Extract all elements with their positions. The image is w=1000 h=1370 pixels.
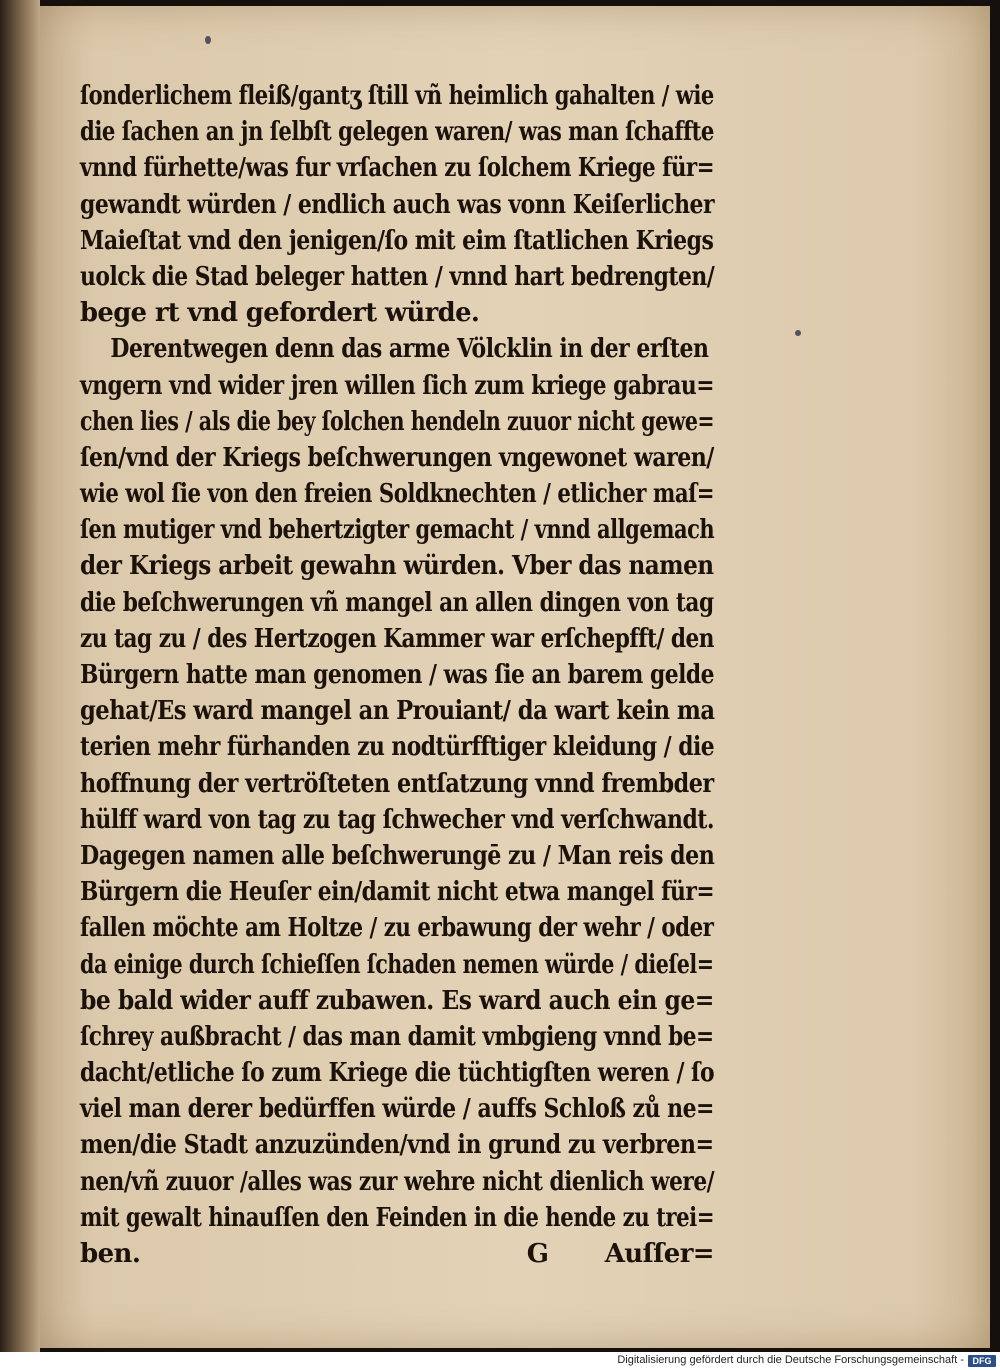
text-line: chen lies / als die bey ſolchen hendeln zuuor nicht gewe= bbox=[80, 406, 715, 437]
text-line: Bürgern die Heuſer ein/damit nicht etwa mangel für= bbox=[80, 877, 715, 908]
text-line: vnnd fürhette/was fur vrſachen zu ſolchem Kriege für= bbox=[80, 153, 715, 184]
text-line: ſen mutiger vnd behertzigter gemacht / vnnd allgemach bbox=[80, 515, 715, 546]
text-line: zu tag zu / des Hertzogen Kammer war erſchepfft/ den bbox=[80, 623, 715, 654]
text-line: die ſachen an jn ſelbſt gelegen waren/ was man ſchaffte bbox=[80, 117, 714, 148]
text-line: Derentwegen denn das arme Völcklin in der erſten bbox=[110, 334, 709, 365]
page-text bbox=[80, 78, 720, 1272]
ink-spot bbox=[795, 330, 801, 336]
text-line: die beſchwerungen vñ mangel an allen dingen von tag bbox=[80, 587, 714, 618]
ink-spot bbox=[205, 36, 211, 44]
text-line: ſen/vnd der Kriegs beſchwerungen vngewonet waren/ bbox=[80, 442, 714, 473]
text-line: viel man derer bedürffen würde / auffs Schloß zů ne= bbox=[80, 1094, 714, 1125]
text-line: terien mehr fürhanden zu nodtürfftiger kleidung / die bbox=[80, 732, 715, 763]
catchword: Auſſer= bbox=[604, 1239, 714, 1269]
text-line: Maieſtat vnd den jenigen/ſo mit eim ſtatlichen Kriegs bbox=[80, 225, 714, 256]
text-line: ſonderlichem fleiß/gantʒ ſtill vñ heimlich gahalten / wie bbox=[80, 81, 714, 111]
text-line: dacht/etliche ſo zum Kriege die tüchtigſten weren / ſo bbox=[80, 1058, 715, 1089]
last-line bbox=[80, 1236, 714, 1272]
text-line: ſchrey außbracht / das man damit vmbgieng vnnd be= bbox=[80, 1021, 714, 1052]
text-line: wie wol ſie von den freien Soldknechten / etlicher maſ= bbox=[80, 479, 715, 510]
footer-credit: Digitalisierung gefördert durch die Deutsche Forschungsgemeinschaft - bbox=[617, 1354, 964, 1366]
text-line: gehat/Es ward mangel an Prouiant/ da wart kein ma bbox=[80, 696, 715, 727]
signature-mark: G bbox=[526, 1239, 549, 1269]
last-line-text: ben. bbox=[80, 1239, 141, 1269]
footer-bar bbox=[0, 1352, 1000, 1370]
text-line: gewandt würden / endlich auch was vonn Keiſerlicher bbox=[80, 189, 715, 220]
text-line: be bald wider auff zubawen. Es ward auch ein ge= bbox=[80, 985, 714, 1016]
text-line: der Kriegs arbeit gewahn würden. Vber das namen bbox=[80, 551, 714, 582]
text-line: fallen möchte am Holtze / zu erbawung der wehr / oder bbox=[80, 913, 714, 944]
text-line: Dagegen namen alle beſchwerungē zu / Man reis den bbox=[80, 840, 715, 871]
text-line: vngern vnd wider jren willen ſich zum kriege gabrau= bbox=[80, 370, 715, 401]
text-line: bege rt vnd gefordert würde. bbox=[80, 298, 480, 329]
text-line: Bürgern hatte man genomen / was ſie an barem gelde bbox=[80, 660, 715, 690]
book-binding-edge bbox=[0, 0, 40, 1370]
text-line: men/die Stadt anzuzünden/vnd in grund zu verbren= bbox=[80, 1130, 714, 1161]
dfg-logo: DFG bbox=[968, 1355, 996, 1367]
text-line: hoffnung der vertröſteten entſatzung vnnd frembder bbox=[80, 768, 714, 799]
text-line: hülff ward von tag zu tag ſchwecher vnd verſchwandt. bbox=[80, 804, 715, 835]
text-line: nen/vñ zuuor /alles was zur wehre nicht dienlich were/ bbox=[80, 1166, 715, 1197]
text-line: mit gewalt hinauſſen den Feinden in die hende zu trei= bbox=[80, 1202, 715, 1233]
text-line: uolck die Stad beleger hatten / vnnd hart bedrengten/ bbox=[80, 261, 715, 292]
text-line: da einige durch ſchieſſen ſchaden nemen würde / dieſel= bbox=[80, 949, 714, 980]
